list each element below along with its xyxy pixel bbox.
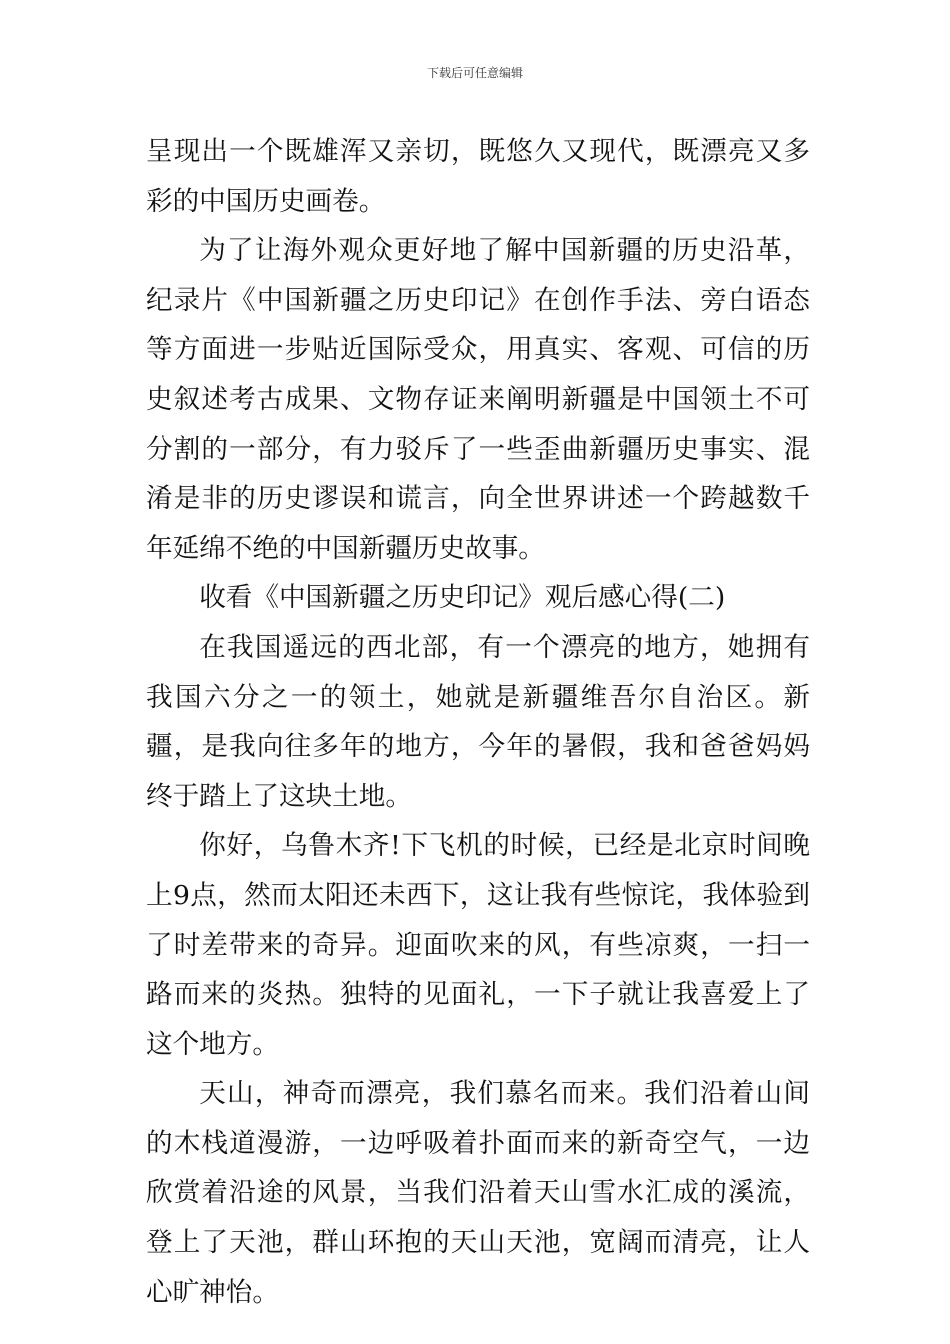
paragraph-tianshan: 天山，神奇而漂亮，我们慕名而来。我们沿着山间的木栈道漫游，一边呼吸着扑面而来的新奇空气，一边欣赏着沿途的风景，当我们沿着天山雪水汇成的溪流，登上了天池，群山环抱的天山天池，宽阔而清亮，让人心旷神怡。 (146, 1078, 810, 1308)
paragraph-documentary-intro: 为了让海外观众更好地了解中国新疆的历史沿革，纪录片《中国新疆之历史印记》在创作手法、旁白语态等方面进一步贴近国际受众，用真实、客观、可信的历史叙述考古成果、文物存证来阐明新疆是中国领土不可分割的一部分，有力驳斥了一些歪曲新疆历史事实、混淆是非的历史谬误和谎言，向全世界讲述一个跨越数千年延绵不绝的中国新疆历史故事。 (146, 235, 810, 564)
page-header: 下载后可任意编辑 (426, 66, 523, 80)
paragraph-continuation: 呈现出一个既雄浑又亲切，既悠久又现代，既漂亮又多彩的中国历史画卷。 (146, 136, 810, 217)
document-body (146, 127, 810, 1317)
paragraph-urumqi: 你好，乌鲁木齐!下飞机的时候，已经是北京时间晚上9点，然而太阳还未西下，这让我有些惊诧，我体验到了时差带来的奇异。迎面吹来的风，有些凉爽，一扫一路而来的炎热。独特的见面礼，一下子就让我喜爱上了这个地方。 (146, 830, 810, 1060)
section-heading: 收看《中国新疆之历史印记》观后感心得(二) (199, 582, 726, 614)
paragraph-xinjiang-intro: 在我国遥远的西北部，有一个漂亮的地方，她拥有我国六分之一的领土，她就是新疆维吾尔自治区。新疆，是我向往多年的地方，今年的暑假，我和爸爸妈妈终于踏上了这块土地。 (146, 631, 810, 812)
